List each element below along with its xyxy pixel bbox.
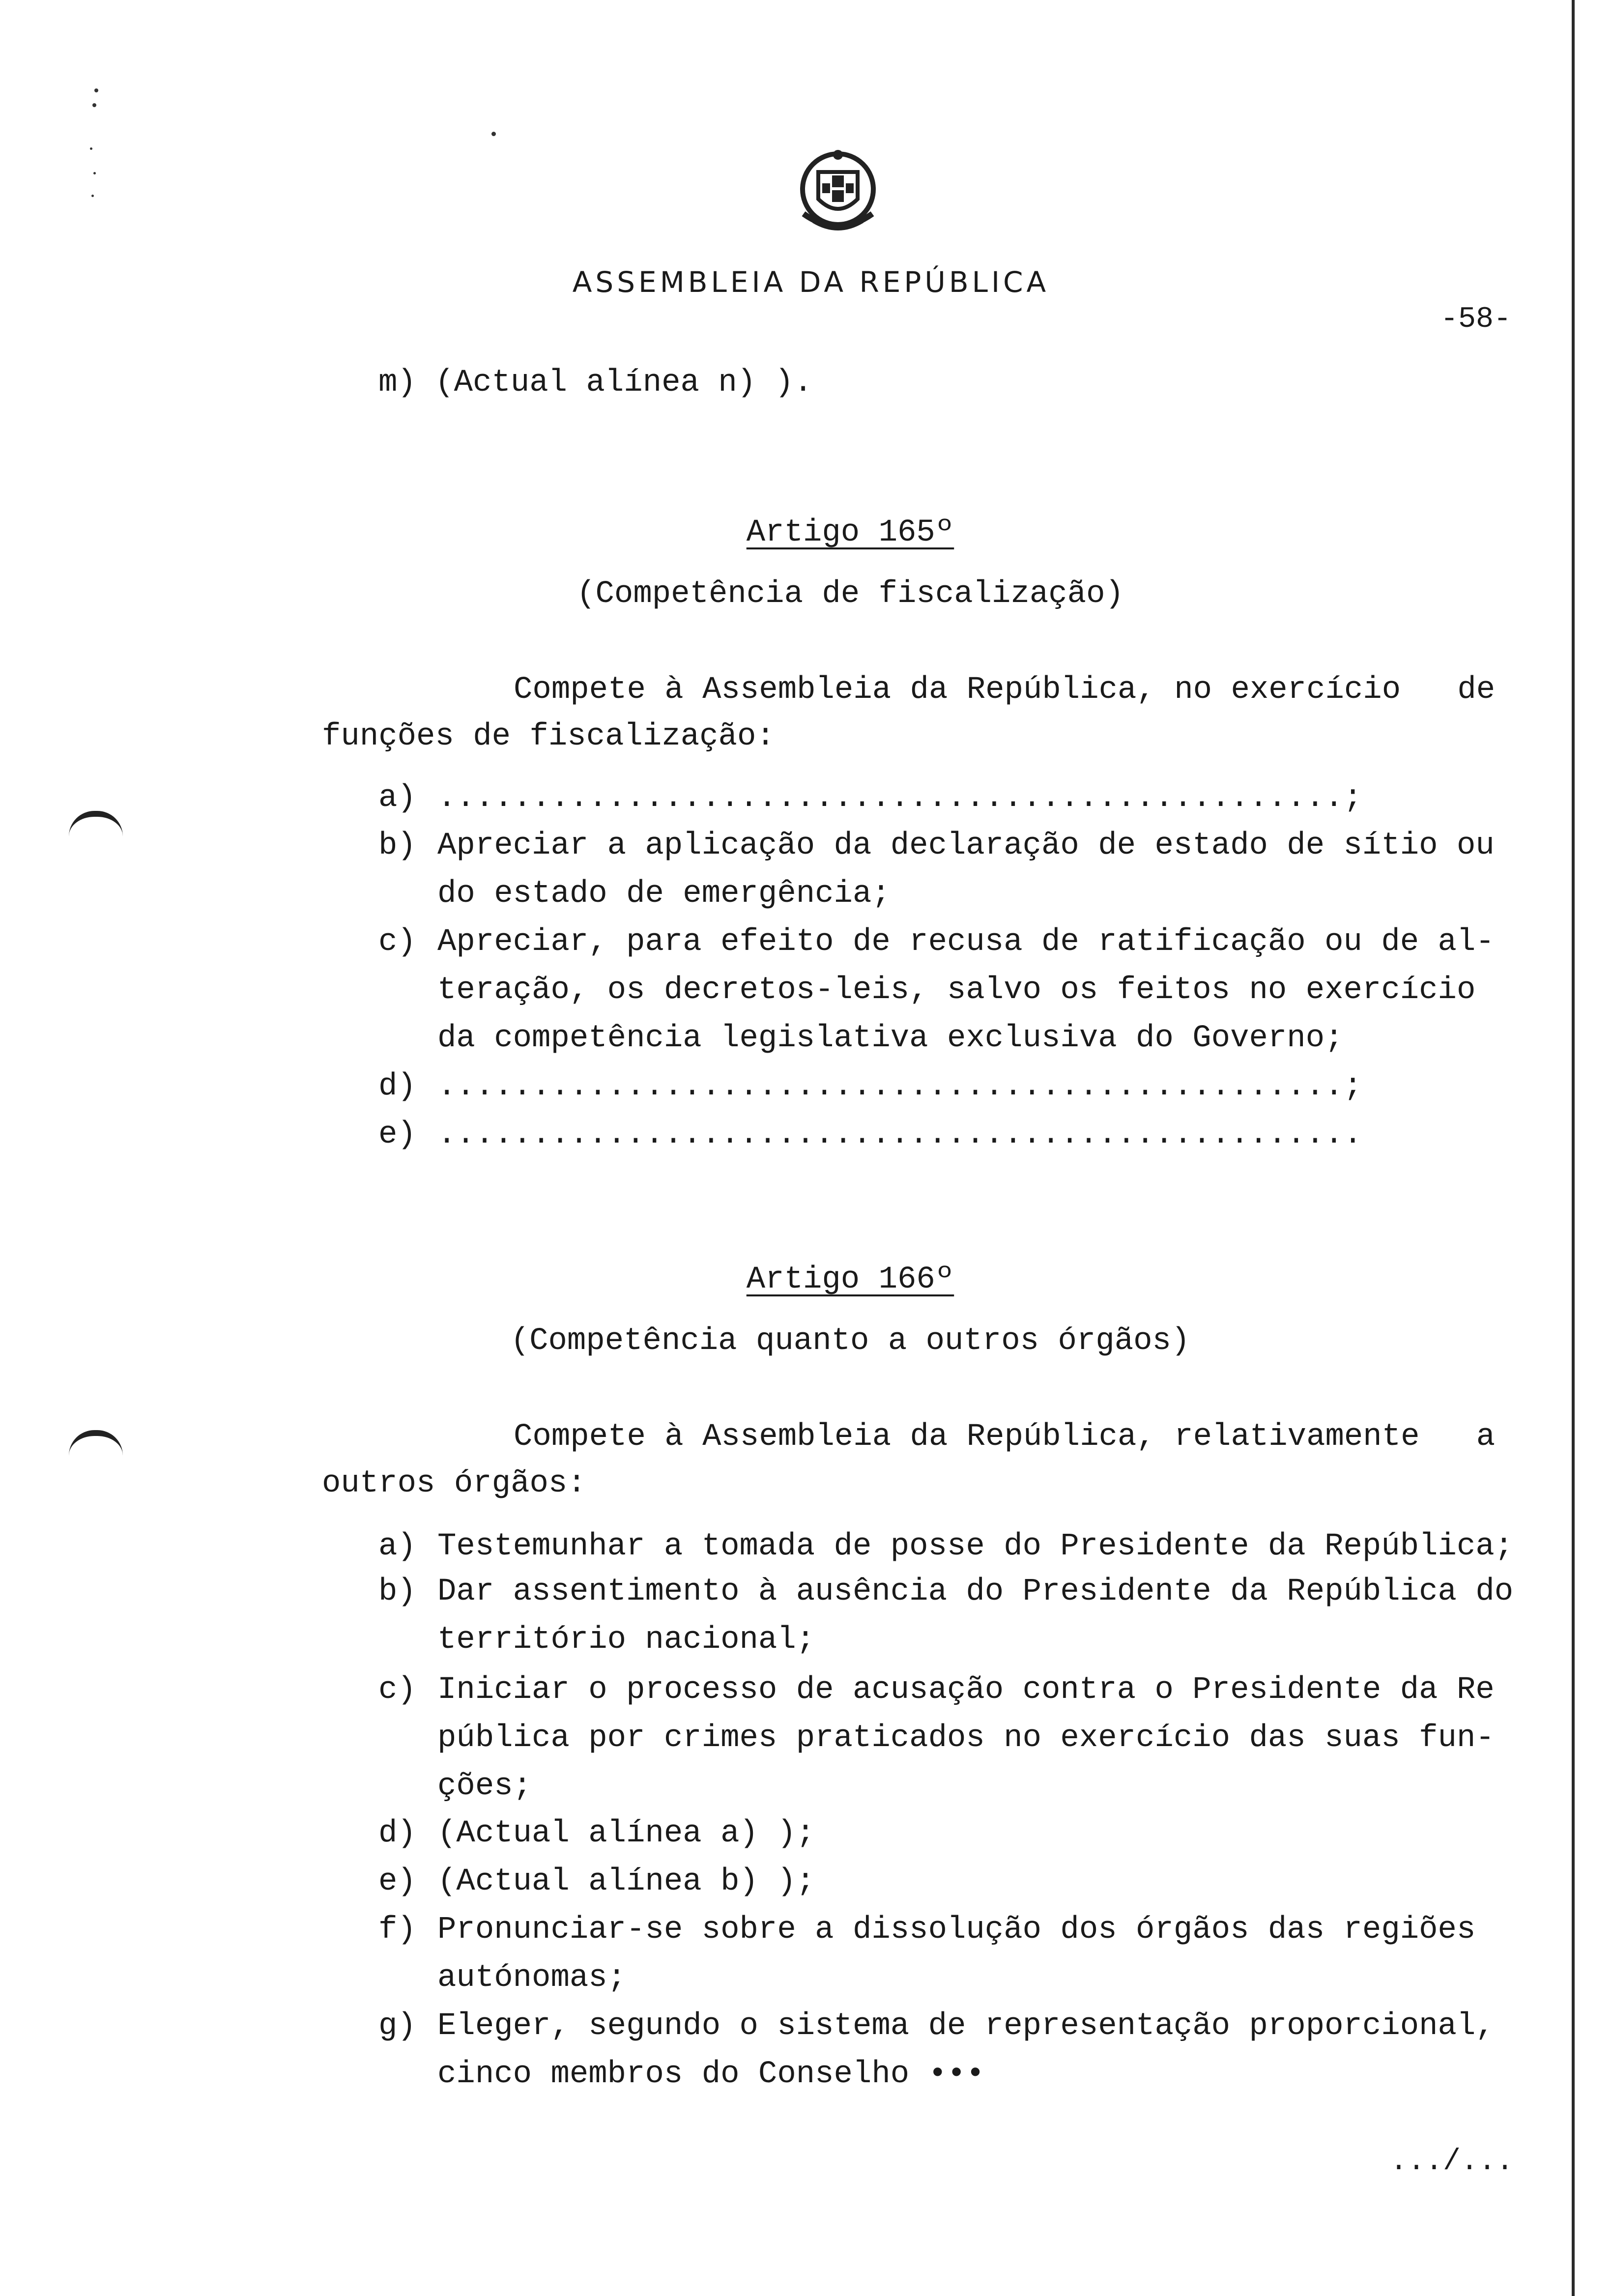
continuation-marker: .../... — [1389, 2145, 1514, 2179]
article-166-item-letter: c) — [378, 1672, 416, 1708]
article-166-item-letter: e) — [378, 1864, 416, 1899]
article-165-item-text: ................................................. — [437, 1117, 1362, 1152]
article-166-item-text: (Actual alínea b) ); — [437, 1864, 815, 1899]
article-166-lead-line-2: outros órgãos: — [322, 1466, 586, 1501]
article-165-item-letter: b) — [378, 828, 416, 863]
scan-speck — [93, 172, 96, 174]
article-165-lead-line-2: funções de fiscalização: — [322, 719, 775, 754]
page-number: -58- — [1440, 303, 1511, 336]
article-165-item-letter: c) — [378, 924, 416, 960]
page-edge-line — [1572, 0, 1575, 2296]
coat-of-arms-emblem — [784, 140, 892, 243]
article-166-title: Artigo 166º — [746, 1262, 954, 1297]
article-165-item-text: ................................................; — [437, 780, 1362, 816]
article-165-item-text: Apreciar, para efeito de recusa de ratificação ou de al- teração, os decretos-leis, salvo os feitos no exercício da competência legislativa exclusiva do Governo; — [437, 924, 1495, 1056]
article-165-item-letter: a) — [378, 780, 416, 816]
article-165-item-letter: d) — [378, 1069, 416, 1104]
article-165-item-text: Apreciar a aplicação da declaração de estado de sítio ou do estado de emergência; — [437, 828, 1495, 912]
institution-header: ASSEMBLEIA DA REPÚBLICA — [572, 265, 1050, 299]
scan-speck — [94, 88, 98, 92]
article-166-item-text: Testemunhar a tomada de posse do Presidente da República; — [437, 1529, 1514, 1564]
article-165-title: Artigo 165º — [746, 515, 954, 550]
scan-speck — [92, 103, 96, 107]
intro-item: m) (Actual alínea n) ). — [378, 365, 813, 401]
article-166-item-text: Eleger, segundo o sistema de representação proporcional, cinco membros do Conselho ••• — [437, 2009, 1495, 2092]
scan-speck — [91, 195, 94, 197]
article-165-subtitle: (Competência de fiscalização) — [576, 576, 1124, 612]
article-165-item-text: ................................................; — [437, 1069, 1362, 1104]
article-166-item-letter: a) — [378, 1529, 416, 1564]
article-166-item-text: Pronunciar-se sobre a dissolução dos órgãos das regiões autónomas; — [437, 1912, 1476, 1996]
punch-hole-mark — [69, 811, 123, 836]
scan-speck — [90, 147, 92, 150]
article-166-lead-line-1: Compete à Assembleia da República, relativamente a — [514, 1419, 1496, 1455]
article-166-subtitle: (Competência quanto a outros órgãos) — [510, 1323, 1190, 1359]
article-166-item-letter: b) — [378, 1574, 416, 1609]
article-165-lead-line-1: Compete à Assembleia da República, no exercício de — [514, 672, 1496, 708]
article-166-item-text: Dar assentimento à ausência do Presidente da República do território nacional; — [437, 1574, 1514, 1658]
scan-speck — [491, 132, 496, 136]
article-166-item-letter: d) — [378, 1816, 416, 1851]
article-166-item-letter: g) — [378, 2009, 416, 2044]
article-166-item-letter: f) — [378, 1912, 416, 1948]
article-166-item-text: (Actual alínea a) ); — [437, 1816, 815, 1851]
article-166-item-text: Iniciar o processo de acusação contra o Presidente da Re pública por crimes praticados no exercício das suas fun- ções; — [437, 1672, 1495, 1804]
article-165-item-letter: e) — [378, 1117, 416, 1152]
punch-hole-mark — [69, 1430, 123, 1456]
